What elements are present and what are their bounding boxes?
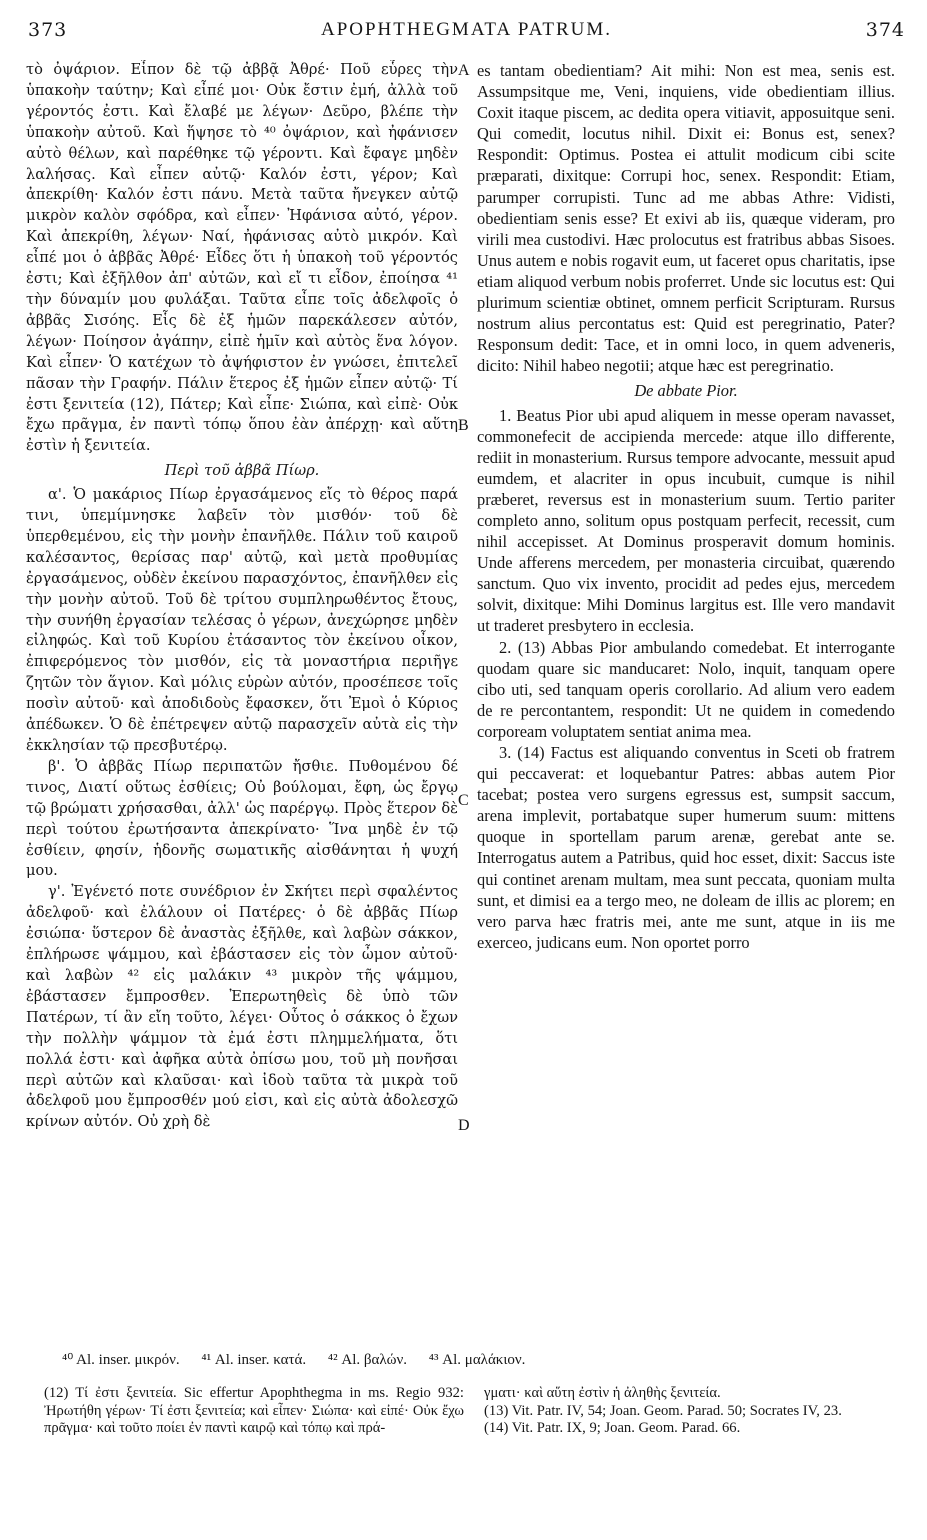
- left-page-number: 373: [28, 19, 68, 41]
- greek-intro-text: τὸ ὀψάριον. Εἶπον δὲ τῷ ἀββᾷ Ἀθρέ· Ποῦ εὗρες τὴν ὑπακοὴν ταύτην; Καὶ εἶπέ μοι· Οὐκ ἔστιν ἐμή, ἀλλὰ τοῦ γέροντός ἐστι. Καὶ ἔλαβέ με λέγων· Δεῦρο, βλέπε τὴν ὑπακοὴν αὐτοῦ. Καὶ ἥψησε τὸ ⁴⁰ ὀψάριον, καὶ ἠφάνισεν αὐτὸ θέλων, καὶ παρέθηκε τῷ γέροντι. Καὶ ἔφαγε μηδὲν λαλήσας. Καὶ εἶπεν αὐτῷ· Καλόν ἐστι, γέρον; Καὶ ἀπεκρίθη· Καλόν ἐστι πάνυ. Μετὰ ταῦτα ἤνεγκεν αὐτῷ μικρὸν καλὸν σφόδρα, καὶ εἶπεν· Ἠφάνισα αὐτό, γέρον. Καὶ ἀπεκρίθη, λέγων· Ναί, ἠφάνισας αὐτὸ μικρόν. Καὶ εἶπέ μοι ὁ ἀββᾶς Ἀθρέ· Εἶδες ὅτι ἡ ὑπακοὴ τοῦ γέροντός ἐστι; Καὶ ἐξῆλθον ἀπ' αὐτῶν, καὶ εἴ τι εἶδον, ἐποίησα ⁴¹ τὴν δύναμίν μου φυλάξαι. Ταῦτα εἶπε τοῖς ἀδελφοῖς ὁ ἀββᾶς Σισόης. Εἷς δὲ ἐξ ἡμῶν παρεκάλεσεν αὐτόν, λέγων· Ποίησον ἀγάπην, εἰπὲ ἡμῖν καὶ αὐτὸς ἕνα λόγον. Καὶ εἶπεν· Ὁ κατέχων τὸ ἀψήφιστον ἐν γνώσει, ἐπιτελεῖ πᾶσαν τὴν Γραφήν. Πάλιν ἕτερος ἐξ ἡμῶν εἶπεν αὐτῷ· Τί ἐστι ξενιτεία (12), Πάτερ; Καὶ εἶπε· Σιώπα, καὶ εἰπὲ· Οὐκ ἔχω πρᾶγμα, ἐν παντὶ τόπῳ ὅπου ἐὰν ἀπέρχῃ· καὶ αὕτη ἐστὶν ἡ ξενιτεία.: [26, 61, 458, 455]
- footnote-12-continuation: γματι· καὶ αὕτη ἐστὶν ἡ ἀληθὴς ξενιτεία.: [484, 1385, 721, 1401]
- running-title: APOPHTHEGMATA PATRUM.: [320, 19, 613, 40]
- margin-marker-b: B: [458, 417, 469, 434]
- footnotes-right: [484, 1385, 904, 1438]
- greek-paragraph-3: γ'. Ἐγένετό ποτε συνέδριον ἐν Σκήτει περὶ σφαλέντος ἀδελφοῦ· καὶ ἐλάλουν οἱ Πατέρες· ὁ δὲ ἀββᾶς Πίωρ ἐσιώπα· ὕστερον δὲ ἀναστὰς ἐξῆλθε, καὶ λαβὼν σάκκον, ἐπλήρωσε ψάμμου, καὶ ἐβάστασεν εἰς τὸν ὦμον αὐτοῦ· καὶ λαβὼν ⁴² εἰς μαλάκιν ⁴³ μικρὸν τῆς ψάμμου, ἐβάστασεν ἔμπροσθεν. Ἐπερωτηθεὶς δὲ ὑπὸ τῶν Πατέρων, τί ἂν εἴη τοῦτο, λέγει· Οὗτος ὁ σάκκος ὁ ἔχων τὴν πολλὴν ψάμμον τὰ ἐμά ἐστι πλημμελήματα, ὅτι πολλά ἐστι· καὶ ἀφῆκα αὐτὰ ὀπίσω μου, τοῦ μὴ πονῆσαι περὶ αὐτῶν καὶ κλαῦσαι· καὶ ἰδοὺ ταῦτα τὰ μικρὰ τοῦ ἀδελφοῦ μου ἔμπροσθέν μού εἰσι, καὶ εἰς αὐτὰ ἀδολεσχῶ κρίνων αὐτόν. Οὐ χρὴ δὲ: [26, 883, 458, 1131]
- greek-paragraph-1: α'. Ὁ μακάριος Πίωρ ἐργασάμενος εἴς τὸ θέρος παρά τινι, ὑπεμίμνησκε λαβεῖν τὸν μισθόν· τοῦ δὲ ὑπερθεμένου, εἰς τὴν μονὴν ἐπανῆλθε. Πάλιν τοῦ καιροῦ καλέσαντος, θερίσας παρ' αὐτῷ, καὶ μετὰ προθυμίας ἐργασάμενος, οὐδὲν ἐκείνου παρασχόντος, ἐπανῆλθεν εἰς τὴν μονὴν αὐτοῦ. Τοῦ δὲ τρίτου συμπληρωθέντος ἔτους, τὴν συνήθη ἐργασίαν τελέσας ὁ γέρων, ἀνεχώρησε μηδὲν εἰληφώς. Καὶ τοῦ Κυρίου ἐτάσαντος τὸν ἐκείνου οἶκον, ἐπιφερόμενος τὸν μισθόν, εἰς τὰ μοναστήρια περιῆγε ζητῶν τὸν ἅγιον. Καὶ μόλις εὑρὼν αὐτόν, προσέπεσε τοῖς ποσὶν αὐτοῦ· καὶ ἀποδιδοὺς ἔφασκεν, ὅτι Ἐμοὶ ὁ Κύριος ἀπέδωκεν. Ὁ δὲ ἐπέτρεψεν αὐτῷ παρασχεῖν αὐτὰ εἰς τὴν ἐκκλησίαν τῷ πρεσβυτέρῳ.: [26, 486, 458, 754]
- right-page-number: 374: [865, 19, 905, 41]
- variant-note-40: ⁴⁰ Al. inser. μικρόν.: [62, 1352, 180, 1368]
- greek-section-title: Περὶ τοῦ ἀββᾶ Πίωρ.: [164, 462, 320, 480]
- footnote-12: [44, 1385, 464, 1438]
- margin-marker-d: D: [458, 1117, 470, 1134]
- latin-paragraph-2: 2. (13) Abbas Pior ambulando comedebat. Et interrogante quodam quare sic manducaret: Nolo, inquit, tanquam opere cibo uti, sed tanquam operis corollario. Ad alium vero eadem de re percontantem, respondit: Ut ne quidem in comedendo corpoream voluptatem sentiat anima mea.: [477, 637, 895, 741]
- footnote-14: (14) Vit. Patr. IX, 9; Joan. Geom. Parad. 66.: [484, 1420, 741, 1437]
- latin-intro-text: es tantam obedientiam? Ait mihi: Non est mea, senis est. Assumpsitque me, Veni, inquiens, vide obedientiam illius. Coxit itaque piscem, ac dedita opera vitiavit, apposuitque seni. Qui comedit, locutus nihil. Dixit ei: Bonus est, senex? Respondit: Optimus. Postea ei attulit modicum cibi scite præparati, dixitque: Corrupi hoc, senex. Respondit: Etiam, parumper corrupisti. Tunc ad me abbas Athre: Vidisti, obedientiam senis esse? Et exivi ab iis, quæque videram, pro virili mea custodivi. Hæc prolocutus est fratribus abbas Sisoes. Unus autem e nobis rogavit eum, ut faceret opus charitatis, ipse etiam aliquod verbum nobis proferret. Unde sic locutus est: Qui plurimum scientiæ obtinet, omnem perficit Scripturam. Rursus nostrum alius percontatus est: Quid est peregrinatio, Pater? Responsum dedit: Tace, et in omni loco, in quem adveneris, dicito: Nihil habeo negotii; atque hæc est peregrinatio.: [477, 61, 895, 376]
- latin-column: [477, 60, 895, 953]
- running-header: [28, 12, 905, 48]
- latin-paragraph-3: 3. (14) Factus est aliquando conventus in Sceti ob fratrem qui peccaverat: et loquebantur Patres: abbas autem Pior tacebat; postea vero surgens egressus est, sumpsit saccum, arena implevit, portabatque super humerum suum: mittens quoque in sportellam parum arenæ, gerebat ante se. Interrogatus autem a Patribus, quid hoc esset, dixit: Saccus iste qui continet arenam multam, mea sunt peccata, quoniam multa sunt, et dimisi ea a tergo meo, ne doleam de illis ac plorem; en vero parva hæc fratris mei, ante me sunt, atque in iis me exerceo, judicans eum. Non oportet porro: [477, 743, 895, 952]
- variant-note-43: ⁴³ Al. μαλάκιον.: [428, 1352, 526, 1368]
- variant-readings: [62, 1350, 902, 1369]
- footnote-13: (13) Vit. Patr. IV, 54; Joan. Geom. Parad. 50; Socrates IV, 23.: [484, 1402, 842, 1419]
- footnote-12-text: (12) Τί ἐστι ξενιτεία. Sic effertur Apophthegma in ms. Regio 932: Ἠρωτήθη γέρων· Τί ἐστι ξενιτεία; καὶ εἶπεν· Σιώπα· καὶ εἰπέ· Οὐκ ἔχω πρᾶγμα· καὶ τοῦτο ποίει ἐν παντὶ καιρῷ καὶ τόπῳ καὶ πρά-: [44, 1385, 464, 1437]
- latin-section-title: De abbate Pior.: [634, 381, 738, 401]
- variant-note-41: ⁴¹ Al. inser. κατά.: [201, 1352, 307, 1368]
- latin-paragraph-1: 1. Beatus Pior ubi apud aliquem in messe operam navasset, commonefecit de accipienda mercede: atque illo differente, rediit in monasterium. Rursus tempore advocante, messuit apud eumdem, et alacriter in opus incubuit, cumque is nihil præberet, reversus est in monasterium suum. Tertio pariter completo anno, solitum opus postquam perfecit, recessit, cum nihil accepisset. At Dominus prosperavit domum hominis. Unde afferens mercedem, per monasteria circuibat, quærendo sanctum. Quo vix invento, procidit ad pedes ejus, mercedem solvit, dixitque: Mihi Dominus largitus est. Ille vero mandavit ut traderet presbytero in ecclesia.: [477, 405, 895, 636]
- margin-marker-a: A: [458, 62, 470, 79]
- variant-note-42: ⁴² Al. βαλών.: [327, 1352, 408, 1368]
- greek-paragraph-2: β'. Ὁ ἀββᾶς Πίωρ περιπατῶν ἤσθιε. Πυθομένου δέ τινος, Διατί οὕτως ἐσθίεις; Οὐ βούλομαι, ἔφη, ὡς ἔργῳ τῷ βρώματι χρήσασθαι, ἀλλ' ὡς παρέργῳ. Πρὸς ἕτερον δὲ περὶ τούτου ἐρωτήσαντα ἀπεκρίνατο· Ἵνα μηδὲ ἐν τῷ ἐσθίειν, φησίν, ἡδονῆς σωματικῆς αἰσθάνηται ἡ ψυχή μου.: [26, 757, 458, 880]
- margin-marker-c: C: [458, 792, 469, 809]
- greek-column: [26, 60, 458, 1133]
